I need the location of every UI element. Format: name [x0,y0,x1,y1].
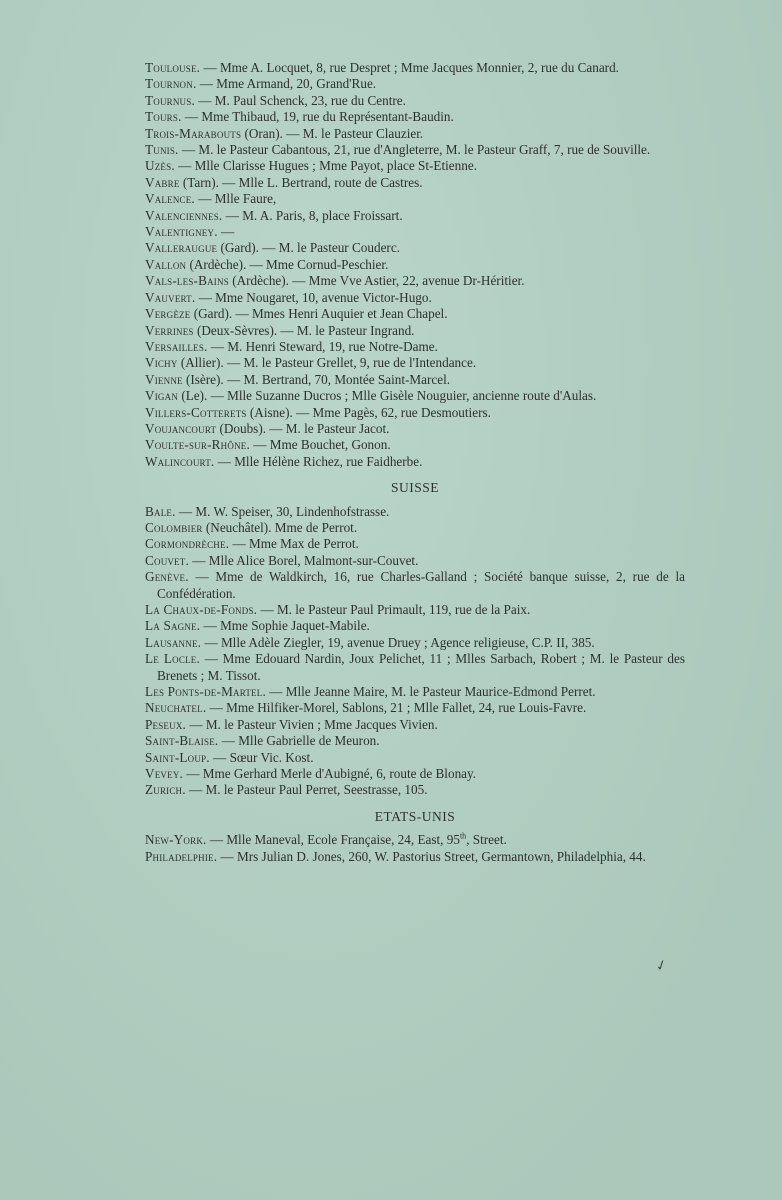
directory-entry [145,733,685,749]
directory-entry [145,93,685,109]
entry-place: Versailles. [145,338,208,354]
entry-text: — Mme Edouard Nardin, Joux Pelichet, 11 ; Mlles Sarbach, Robert ; M. le Pasteur des Brenets ; M. Tissot. [157,651,686,683]
directory-entry [145,553,685,569]
entry-text: — M. le Pasteur Paul Primault, 119, rue de la Paix. [257,602,531,617]
entry-place: Le Locle. [145,651,200,667]
entry-text: (Deux-Sèvres). — M. le Pasteur Ingrand. [193,322,415,338]
directory-entry [145,569,685,602]
entry-text: — Mlle Gabrielle de Meuron. [218,733,380,749]
entry-text: — Mlle Adèle Ziegler, 19, avenue Druey ; Agence religieuse, C.P. II, 385. [201,634,595,650]
entry-text: — Mme Hilfiker-Morel, Sablons, 21 ; Mlle Fallet, 24, rue Louis-Favre. [206,700,587,716]
directory-entry [145,126,685,142]
directory-entry [145,536,685,552]
directory-entry [145,684,685,700]
entry-place: Les Ponts-de-Martel. [145,684,266,700]
entry-text: — Mrs Julian D. Jones, 260, W. Pastorius Street, Germantown, Philadelphia, 44. [217,848,646,864]
directory-entry [145,520,685,536]
entry-place: Vienne [145,371,183,387]
entry-text: — M. le Pasteur Vivien ; Mme Jacques Vivien. [186,716,438,732]
entry-place: Valleraugue [145,240,218,256]
directory-entry [145,191,685,207]
entry-place: Toulouse. [145,60,201,75]
entry-place: Couvet. [145,552,189,568]
entry-place: Vichy [145,355,178,371]
directory-entry [145,421,685,437]
directory-entry [145,306,685,322]
entry-text: (Aisne). — Mme Pagès, 62, rue Desmoutiers. [246,404,491,420]
entry-text: — Sœur Vic. Kost. [209,749,314,765]
directory-entry [145,700,685,716]
entry-place: Valenciennes. [145,207,223,223]
entry-place: Peseux. [145,716,187,732]
entry-text: (Neuchâtel). Mme de Perrot. [202,519,358,535]
entry-text: — Mme Max de Perrot. [229,536,359,552]
pencil-mark: ✓ [653,957,670,976]
directory-entry [145,224,685,240]
entry-superscript: th [459,831,467,841]
entry-text: — M. A. Paris, 8, place Froissart. [222,207,403,223]
suisse-entries [145,504,685,799]
directory-entry [145,602,685,618]
entry-place: Tours. [145,109,182,125]
entry-philadelphie [145,849,685,865]
entry-text: — [217,224,235,240]
entry-place: Philadelphie. [145,848,218,864]
directory-entry [145,323,685,339]
entry-text: (Doubs). — M. le Pasteur Jacot. [216,420,390,436]
entry-place: Bale. [145,503,176,519]
entry-text-end: , Street. [466,832,507,848]
entry-text: — Mlle Jeanne Maire, M. le Pasteur Maurice-Edmond Perret. [265,684,596,700]
entry-place: Saint-Loup. [145,749,210,765]
entry-place: Vigan [145,388,179,404]
entry-place: Vevey. [145,766,184,782]
entry-place: Verrines [145,322,194,338]
entry-place: Vergèze [145,306,191,322]
entry-place: Vabre [145,174,180,190]
entry-place: Neuchatel. [145,700,207,716]
entry-text: — Mlle Hélène Richez, rue Faidherbe. [214,453,423,469]
entry-text: — Mme Bouchet, Gonon. [249,437,391,453]
directory-entry [145,273,685,289]
entry-place: Cormondrèche. [145,536,230,552]
directory-entry [145,750,685,766]
entry-place: Lausanne. [145,634,202,650]
directory-entry [145,504,685,520]
entry-text: — Mme de Waldkirch, 16, rue Charles-Galland ; Société banque suisse, 2, rue de la Confédération. [157,569,685,601]
directory-entry [145,766,685,782]
directory-entry [145,158,685,174]
entry-place: Trois-Marabouts [145,125,242,141]
entry-text: — Mlle Faure, [194,191,277,207]
entry-text: (Ardèche). — Mme Vve Astier, 22, avenue Dr-Héritier. [228,273,525,289]
entry-new-york [145,832,685,848]
entry-place: Valence. [145,191,195,207]
directory-entry [145,635,685,651]
entry-text: — M. W. Speiser, 30, Lindenhofstrasse. [175,503,390,519]
entry-place: Voulte-sur-Rhône. [145,437,250,453]
entry-text: — Mme A. Locquet, 8, rue Despret ; Mme Jacques Monnier, 2, rue du Canard. [200,60,619,75]
directory-entry [145,355,685,371]
directory-entry [145,175,685,191]
directory-entry [145,76,685,92]
directory-entry [145,782,685,798]
usa-entries [145,832,685,865]
france-entries [145,60,685,470]
entry-place: Voujancourt [145,420,217,436]
entry-text: (Gard). — M. le Pasteur Couderc. [217,240,400,256]
entry-place: Tournon. [145,76,197,92]
entry-place: Tournus. [145,92,195,108]
directory-entry [145,339,685,355]
entry-text: (Oran). — M. le Pasteur Clauzier. [241,125,424,141]
directory-entry [145,717,685,733]
entry-place: Walincourt. [145,453,215,469]
entry-text: — Mlle Maneval, Ecole Française, 24, East, 95 [206,832,460,848]
entry-text: — Mlle Alice Borel, Malmont-sur-Couvet. [189,552,419,568]
directory-entry [145,60,685,76]
entry-text: — Mme Thibaud, 19, rue du Représentant-Baudin. [181,109,454,125]
entry-place: Saint-Blaise. [145,733,219,749]
entry-text: — M. Henri Steward, 19, rue Notre-Dame. [207,338,438,354]
entry-place: Vallon [145,256,187,272]
entry-text: — Mme Sophie Jaquet-Mabile. [200,618,370,634]
directory-entry [145,208,685,224]
entry-text: (Isère). — M. Bertrand, 70, Montée Saint-Marcel. [182,371,451,387]
entry-text: — M. le Pasteur Paul Perret, Seestrasse, 105. [185,782,428,798]
entry-place: La Sagne. [145,618,201,634]
entry-place: Vauvert. [145,289,196,305]
entry-text: — Mme Nougaret, 10, avenue Victor-Hugo. [195,289,432,305]
directory-entry [145,142,685,158]
entry-place: Colombier [145,519,203,535]
entry-place: La Chaux-de-Fonds. [145,602,258,617]
section-title-etats-unis: ETATS-UNIS [374,808,456,824]
entry-place: Tunis. [145,142,179,158]
entry-place: Genève. [145,569,189,585]
directory-entry [145,372,685,388]
entry-place: New-York. [145,832,207,848]
entry-text: (Ardèche). — Mme Cornud-Peschier. [186,256,389,272]
directory-entry [145,290,685,306]
entry-text: (Le). — Mlle Suzanne Ducros ; Mlle Gisèle Nouguier, ancienne route d'Aulas. [178,388,597,404]
directory-entry [145,618,685,634]
directory-entry [145,651,685,684]
entry-place: Zurich. [145,782,186,798]
directory-entry [145,437,685,453]
directory-entry [145,388,685,404]
directory-entry [145,405,685,421]
section-title-suisse: SUISSE [390,480,439,496]
entry-text: (Tarn). — Mlle L. Bertrand, route de Castres. [179,174,423,190]
entry-text: — Mme Gerhard Merle d'Aubigné, 6, route de Blonay. [183,766,477,782]
entry-text: (Gard). — Mmes Henri Auquier et Jean Chapel. [190,306,448,322]
entry-place: Valentigney. [145,224,218,240]
directory-page [145,60,685,865]
entry-text: — Mme Armand, 20, Grand'Rue. [196,76,377,92]
entry-text: — M. Paul Schenck, 23, rue du Centre. [194,92,406,108]
entry-text: — Mlle Clarisse Hugues ; Mme Payot, place St-Etienne. [174,158,477,174]
entry-place: Villers-Cotterets [145,404,247,420]
entry-text: — M. le Pasteur Cabantous, 21, rue d'Angleterre, M. le Pasteur Graff, 7, rue de Souville. [178,142,651,158]
entry-place: Uzès. [145,158,175,174]
directory-entry [145,454,685,470]
entry-text: (Allier). — M. le Pasteur Grellet, 9, rue de l'Intendance. [177,355,477,371]
entry-place: Vals-les-Bains [145,273,229,289]
directory-entry [145,109,685,125]
directory-entry [145,240,685,256]
directory-entry [145,257,685,273]
